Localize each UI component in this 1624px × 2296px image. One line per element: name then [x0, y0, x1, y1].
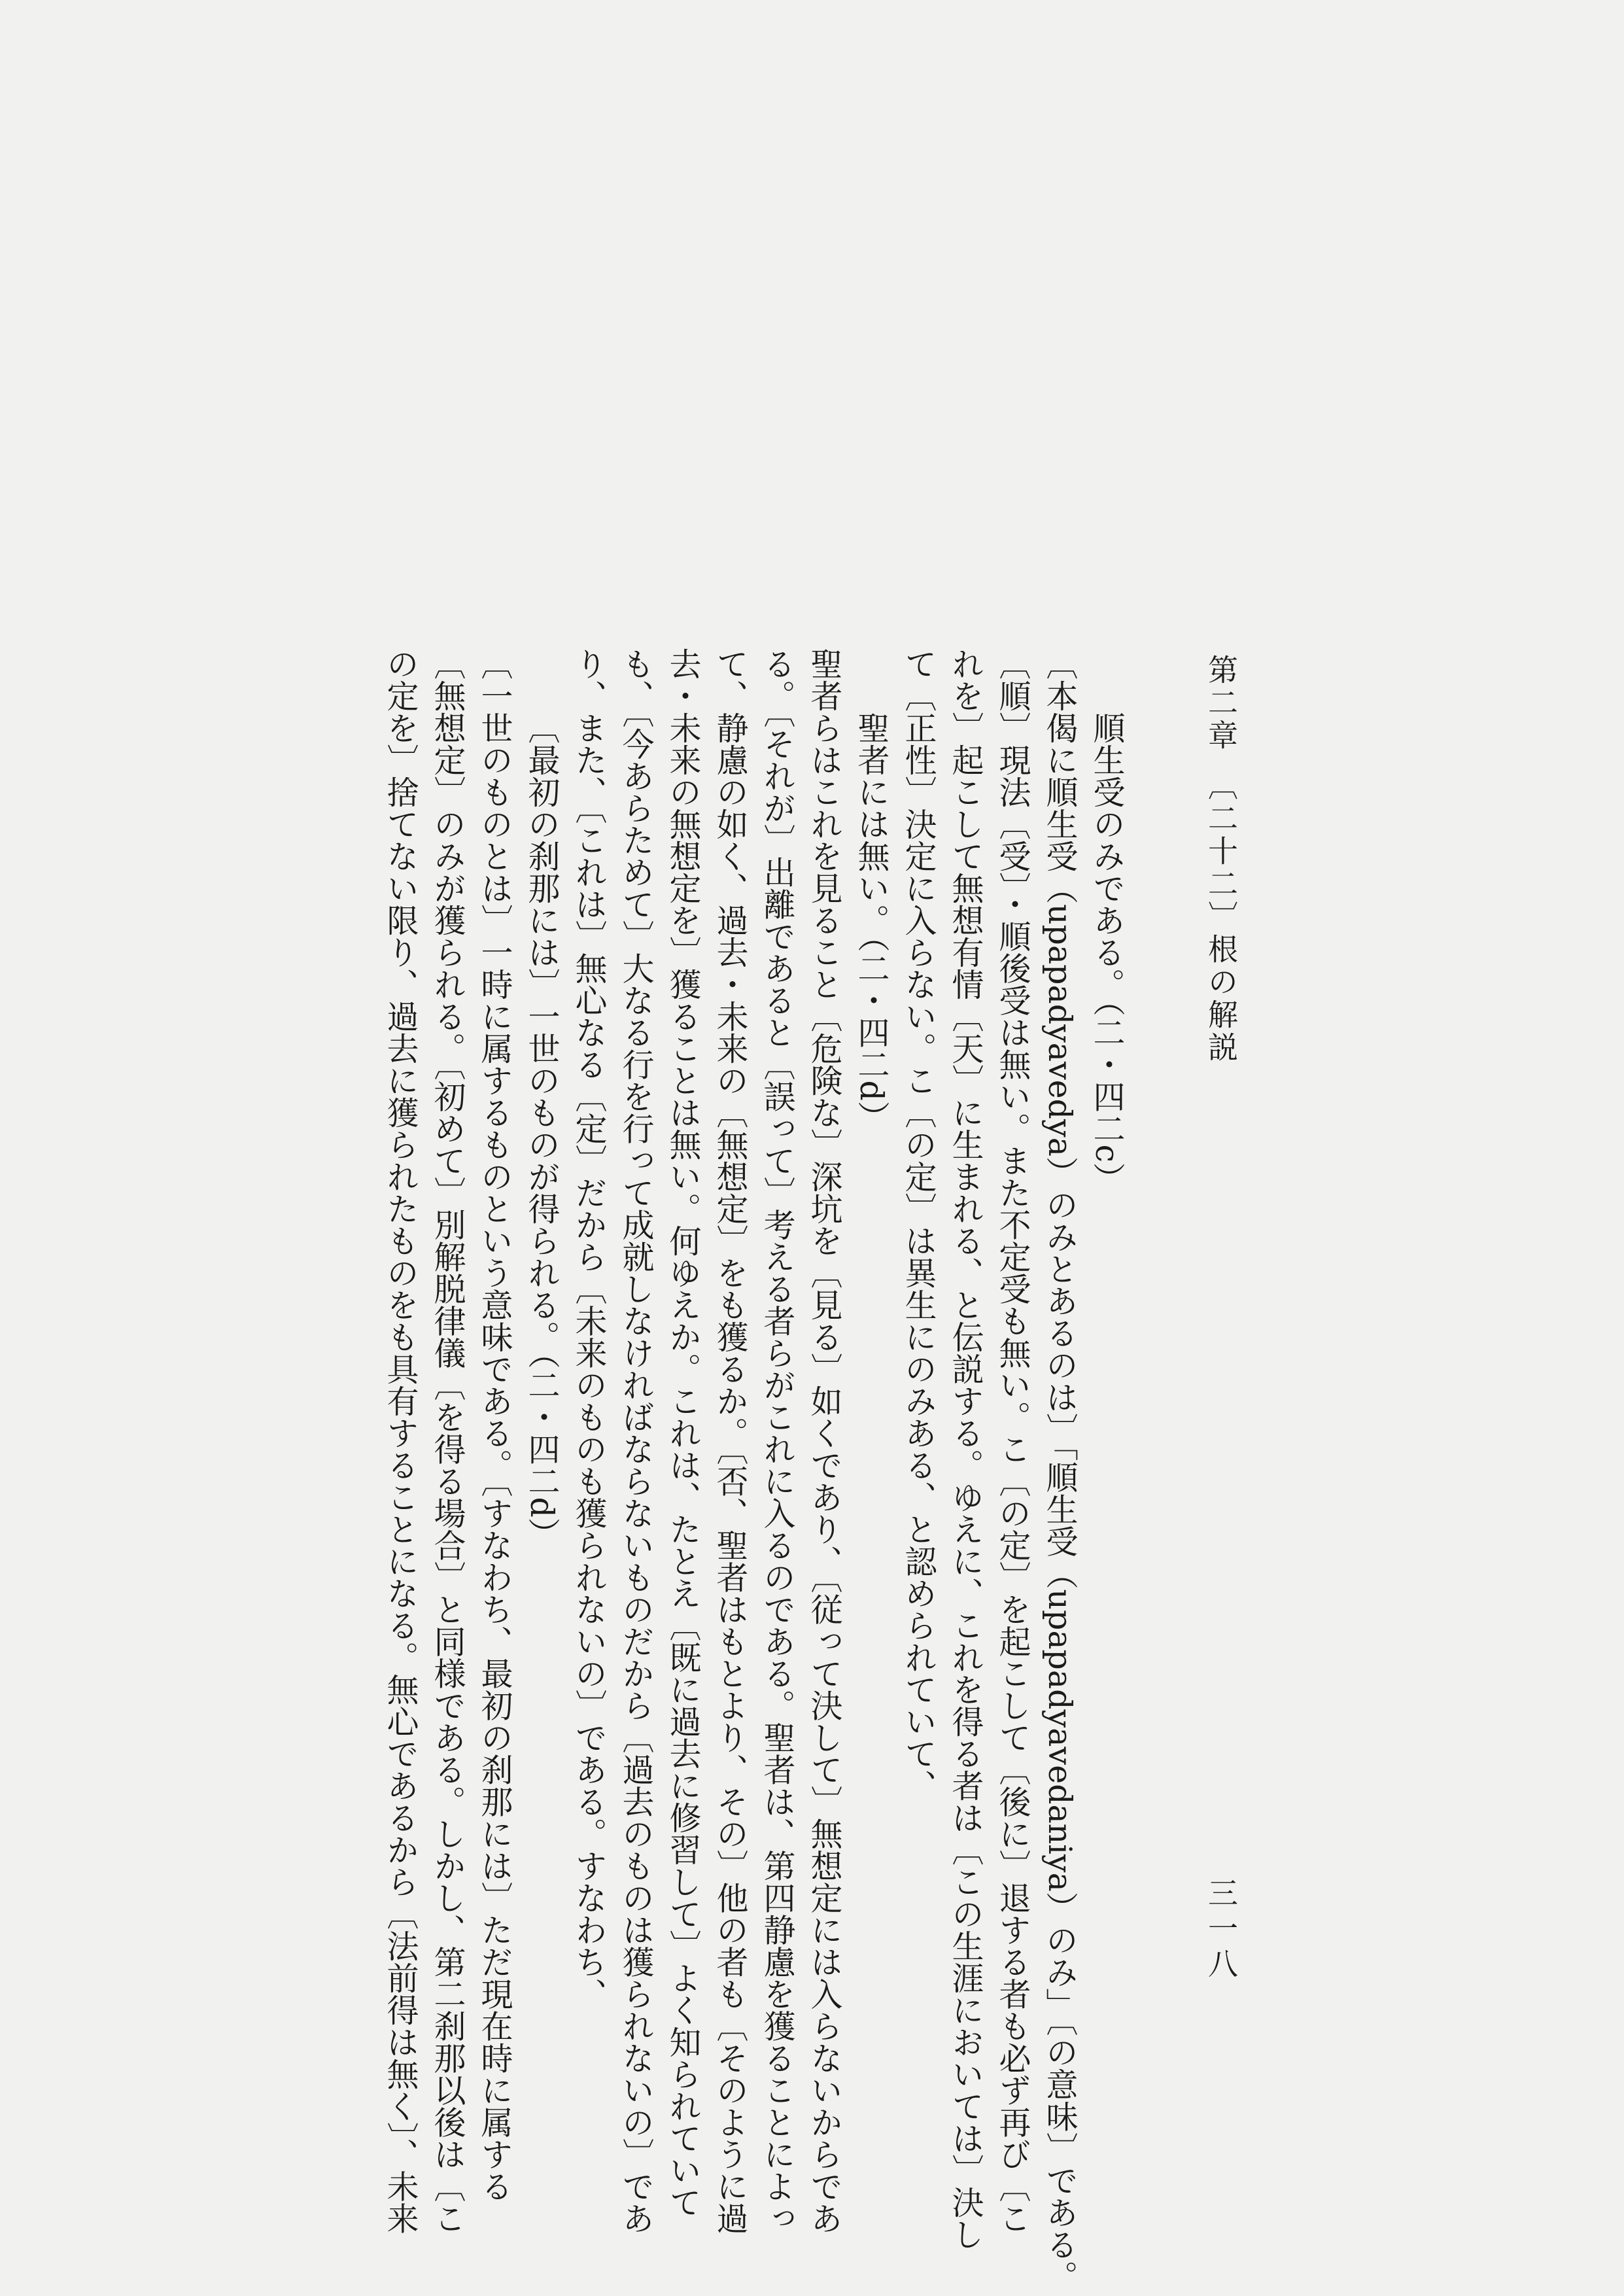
- text-line: の定を〕捨てない限り、過去に獲られたものをも具有することになる。無心であるから〔法前得は無く〕、未来: [382, 648, 419, 2235]
- text-line: て〔正性〕決定に入らない。こ〔の定〕は異生にのみある、と認められていて、: [900, 648, 937, 1801]
- text-line: 順生受のみである。（二・四二c）: [1088, 712, 1126, 1194]
- text-line: 〔無想定〕のみが獲られる。〔初めて〕別解脱律儀〔を得る場合〕と同様である。しかし、第二刹那以後は〔こ: [429, 648, 466, 2235]
- body-text: [377, 648, 1130, 2293]
- text-line: り、また、〔これは〕無心なる〔定〕だから〔未来のものも獲られないの〕である。すなわち、: [570, 648, 608, 2010]
- page-number: 三一八: [1203, 1877, 1239, 1983]
- text-line: 〔順〕現法〔受〕・順後受は無い。また不定受も無い。こ〔の定〕を起こして〔後に〕退する者も必ず再び〔こ: [994, 648, 1031, 2235]
- text-line: 聖者には無い。（二・四二d）: [853, 712, 890, 1133]
- text-line: 〔最初の刹那には〕一世のものが得られる。（二・四二d）: [523, 712, 561, 1550]
- text-line: 〔本偈に順生受（upapadyavedya）のみとあるのは〕「順生受（upapadyavedaniya）のみ」〔の意味〕である。: [1041, 648, 1079, 2293]
- text-line: 聖者らはこれを見ること〔危険な〕深坑を〔見る〕如くであり、〔従って決して〕無想定には入らないからであ: [806, 648, 843, 2235]
- text-line: て、静慮の如く、過去・未来の〔無想定〕をも獲るか。〔否、聖者はもとより、その〕他の者も〔そのように過: [712, 648, 749, 2235]
- page-header: [1164, 654, 1243, 2159]
- text-line: る。〔それが〕出離であると〔誤って〕考える者らがこれに入るのである。聖者は、第四静慮を獲ることによっ: [759, 648, 796, 2235]
- text-line: 去・未来の無想定を〕獲ることは無い。何ゆえか。これは、たとえ〔既に過去に修習して〕よく知られていて: [665, 648, 702, 2218]
- text-line: も、〔今あらためて〕大なる行を行って成就しなければならないものだから〔過去のものは獲られないの〕であ: [617, 648, 655, 2235]
- text-line: 〔一世のものとは〕一時に属するものという意味である。〔すなわち、最初の刹那には〕ただ現在時に属する: [476, 648, 513, 2202]
- running-title: 第二章 〔二十二〕根の解説: [1203, 654, 1239, 1064]
- text-line: れを〕起こして無想有情〔天〕に生まれる、と伝説する。ゆえに、これを得る者は〔この生涯においては〕決し: [947, 648, 984, 2250]
